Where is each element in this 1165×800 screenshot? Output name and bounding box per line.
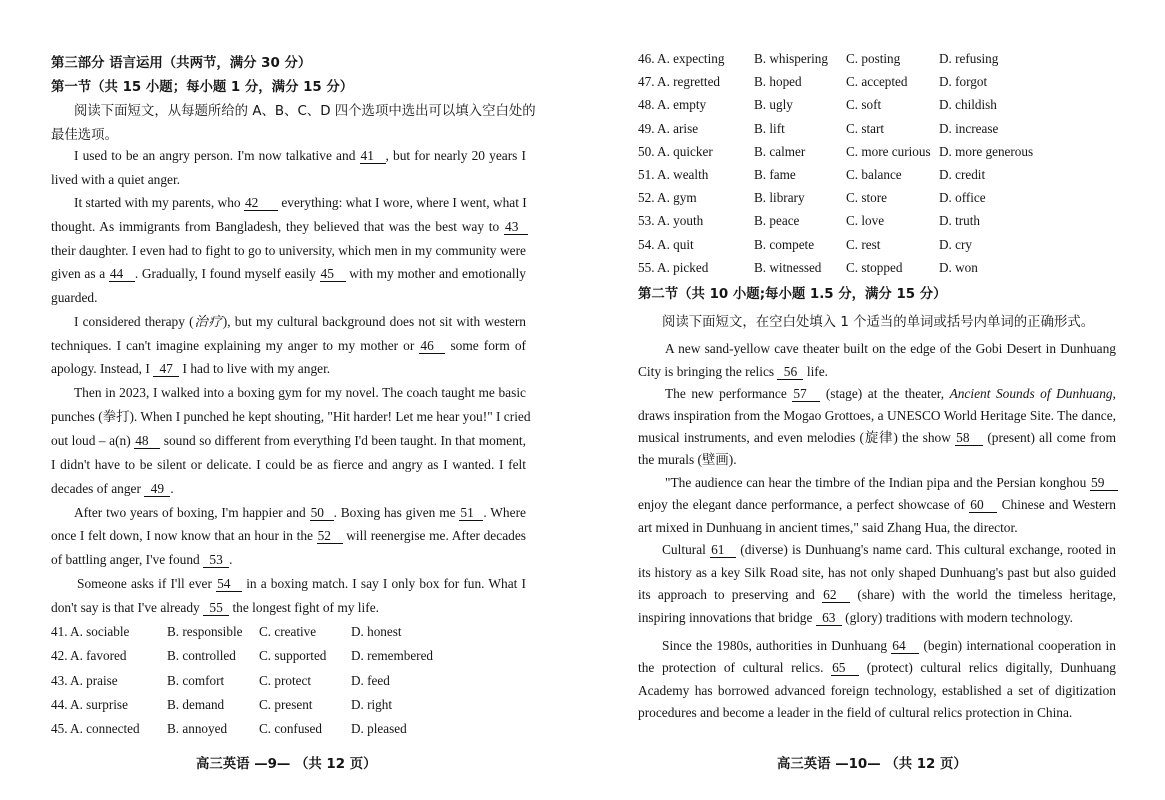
passage2-paragraph3-line2: enjoy the elegant dance performance, a perfect showcase of 60 Chinese and Western	[638, 497, 1116, 512]
option-choice: D. remembered	[351, 648, 434, 664]
option-choice: C. soft	[846, 97, 882, 113]
section1-title: 第一节（共 15 小题；每小题 1 分，满分 15 分）	[51, 80, 354, 95]
passage1-paragraph1-line1: I used to be an angry person. I'm now talkative and 41 , but for nearly 20 years I	[74, 148, 526, 163]
option-choice: B. witnessed	[754, 259, 822, 275]
option-choice: B. controlled	[167, 648, 236, 664]
blank-46: 46	[419, 339, 445, 354]
option-choice: C. more curious	[846, 143, 931, 159]
blank-56: 56	[777, 365, 803, 380]
passage1-paragraph4-line5: decades of anger 49 .	[51, 481, 174, 496]
passage2-paragraph1-line1: A new sand-yellow cave theater built on the edge of the Gobi Desert in Dunhuang	[665, 341, 1116, 356]
option-choice: 41. A. sociable	[51, 624, 130, 639]
passage2-paragraph2-line2: draws inspiration from the Mogao Grottoes, a UNESCO World Heritage Site. The dance,	[638, 408, 1116, 423]
passage2-paragraph2-line4: the murals (壁画).	[638, 452, 737, 467]
option-choice: B. annoyed	[167, 721, 228, 737]
option-choice: B. demand	[167, 696, 225, 712]
option-choice: D. credit	[939, 167, 986, 182]
option-choice: 42. A. favored	[51, 648, 127, 664]
right-page	[582, 0, 1165, 800]
option-choice: C. balance	[846, 167, 902, 182]
passage1-paragraph5-line1: After two years of boxing, I'm happier and 50 . Boxing has given me 51 . Where	[74, 505, 526, 520]
passage2-paragraph3-line3: art mixed in Dunhuang in ancient times," said Zhang Hua, the director.	[638, 520, 1018, 535]
passage1-paragraph1-line2: lived with a quiet anger.	[51, 172, 181, 187]
option-choice: B. comfort	[167, 672, 225, 688]
passage1-paragraph3-line1: I considered therapy (治疗), but my cultural background does not sit with western	[74, 314, 526, 329]
passage1-paragraph2-line4: given as a 44 . Gradually, I found myself easily 45 with my mother and emotionally	[51, 266, 526, 281]
passage2-paragraph2-line1: The new performance 57 (stage) at the theater, Ancient Sounds of Dunhuang,	[665, 386, 1116, 401]
option-choice: 49. A. arise	[638, 120, 699, 136]
option-choice: 55. A. picked	[638, 259, 709, 275]
option-choice: 45. A. connected	[51, 721, 140, 737]
blank-53: 53	[203, 553, 229, 568]
option-choice: C. confused	[259, 721, 322, 737]
option-choice: C. present	[259, 696, 313, 712]
option-choice: D. refusing	[939, 51, 999, 66]
option-choice: C. stopped	[846, 259, 903, 275]
blank-61: 61	[710, 543, 736, 558]
option-choice: D. childish	[939, 97, 997, 113]
blank-47: 47	[153, 362, 179, 377]
option-choice: B. compete	[754, 236, 815, 252]
option-choice: D. increase	[939, 120, 999, 136]
passage2-paragraph3-line1: "The audience can hear the timbre of the Indian pipa and the Persian konghou 59	[665, 475, 1118, 491]
option-choice: B. lift	[754, 120, 785, 136]
page-footer-10: 高三英语 —10— （共 12 页）	[777, 757, 967, 772]
option-choice: C. creative	[259, 624, 317, 639]
option-choice: D. cry	[939, 236, 972, 252]
passage1-paragraph2-line5: guarded.	[51, 290, 98, 305]
option-choice: C. protect	[259, 672, 312, 688]
option-choice: B. responsible	[167, 624, 243, 639]
blank-58: 58	[955, 431, 983, 446]
option-choice: 50. A. quicker	[638, 143, 713, 159]
blank-59: 59	[1090, 476, 1118, 491]
option-choice: B. fame	[754, 167, 796, 182]
option-choice: 43. A. praise	[51, 672, 118, 688]
option-choice: C. posting	[846, 51, 901, 66]
option-choice: D. forgot	[939, 74, 988, 90]
option-choice: B. peace	[754, 213, 800, 229]
option-choice: C. start	[846, 120, 885, 136]
passage1-paragraph4-line2: punches (拳打). When I punched he kept shouting, "Hit harder! Let me hear you!" I cried	[51, 409, 531, 424]
option-choice: 46. A. expecting	[638, 51, 725, 66]
blank-45: 45	[320, 267, 346, 282]
option-choice: C. supported	[259, 648, 327, 664]
blank-51: 51	[459, 506, 483, 521]
blank-43: 43	[504, 220, 528, 235]
passage1-paragraph4-line3: out loud – a(n) 48 sound so different from everything I'd been taught. In that moment,	[51, 433, 526, 448]
blank-48: 48	[134, 434, 160, 449]
option-choice: D. honest	[351, 624, 402, 639]
blank-55: 55	[203, 601, 229, 616]
section2-instructions: 阅读下面短文，在空白处填入 1 个适当的单词或括号内单词的正确形式。	[662, 315, 1095, 330]
blank-50: 50	[310, 506, 334, 521]
blank-41: 41	[360, 149, 386, 164]
option-choice: 54. A. quit	[638, 236, 694, 252]
option-choice: B. whispering	[754, 51, 828, 66]
passage1-paragraph3-line3: apology. Instead, I 47 I had to live with my anger.	[51, 361, 331, 376]
passage1-paragraph2-line3: their daughter. I even had to fight to go to university, which men in my community were	[51, 243, 526, 258]
passage2-paragraph5-line3: Academy has borrowed advanced foreign technology, established a set of digitization	[638, 683, 1116, 698]
option-choice: D. pleased	[351, 721, 407, 737]
passage1-paragraph2-line1: It started with my parents, who 42 everything: what I wore, where I went, what I	[74, 195, 527, 210]
option-choice: D. won	[939, 259, 978, 275]
option-choice: 52. A. gym	[638, 190, 697, 206]
passage1-paragraph5-line3: of battling anger, I've found 53 .	[51, 552, 233, 567]
option-choice: 53. A. youth	[638, 213, 704, 229]
passage2-paragraph4-line2: its history as a key Silk Road site, has not only shaped Dunhuang's past but also guided	[638, 565, 1116, 580]
passage2-paragraph4-line3: its approach to preserving and 62 (share) with the world the timeless heritage,	[638, 587, 1116, 602]
blank-49: 49	[144, 482, 170, 497]
option-choice: D. feed	[351, 672, 390, 688]
passage1-paragraph6-line2: don't say is that I've already 55 the longest fight of my life.	[51, 600, 379, 615]
blank-52: 52	[317, 529, 343, 544]
passage2-paragraph5-line1: Since the 1980s, authorities in Dunhuang 64 (begin) international cooperation in	[662, 638, 1116, 653]
passage2-paragraph4-line1: Cultural 61 (diverse) is Dunhuang's name card. This cultural exchange, rooted in	[662, 542, 1116, 557]
option-choice: D. more generous	[939, 143, 1034, 159]
part-title: 第三部分 语言运用（共两节，满分 30 分）	[51, 56, 312, 71]
passage2-paragraph4-line4: inspiring innovations that bridge 63 (glory) traditions with modern technology.	[638, 610, 1073, 625]
option-choice: D. right	[351, 696, 393, 712]
passage1-paragraph5-line2: once I felt down, I now know that an hour in the 52 will reenergise me. After decades	[51, 528, 526, 543]
passage2-paragraph5-line4: procedures and become a leader in the field of cultural relics protection in China.	[638, 705, 1073, 720]
option-choice: C. store	[846, 190, 888, 206]
option-choice: B. library	[754, 190, 805, 206]
blank-65: 65	[831, 661, 859, 676]
page-footer-9: 高三英语 —9— （共 12 页）	[196, 757, 377, 772]
passage2-paragraph1-line2: City is bringing the relics 56 life.	[638, 364, 829, 379]
passage2-paragraph5-line2: the protection of cultural relics. 65 (protect) cultural relics digitally, Dunhuang	[638, 660, 1116, 675]
option-choice: 44. A. surprise	[51, 696, 128, 712]
option-choice: B. hoped	[754, 74, 802, 90]
option-choice: D. office	[939, 190, 986, 206]
section1-instructions-line2: 最佳选项。	[51, 128, 118, 143]
blank-44: 44	[109, 267, 135, 282]
passage1-paragraph6-line1: Someone asks if I'll ever 54 in a boxing match. I say I only box for fun. What I	[77, 576, 526, 591]
section1-instructions-line1: 阅读下面短文，从每题所给的 A、B、C、D 四个选项中选出可以填入空白处的	[74, 104, 536, 119]
blank-42: 42	[244, 196, 278, 211]
passage1-paragraph4-line1: Then in 2023, I walked into a boxing gym for my novel. The coach taught me basic	[74, 385, 526, 400]
passage2-paragraph2-line3: musical instruments, and even melodies (旋律) the show 58 (present) all come from	[638, 430, 1116, 445]
option-choice: B. calmer	[754, 143, 806, 159]
option-choice: 51. A. wealth	[638, 167, 709, 182]
passage1-paragraph2-line2: thought. As immigrants from Bangladesh, they believed that was the best way to 43	[51, 219, 528, 235]
blank-57: 57	[792, 387, 820, 402]
blank-60: 60	[969, 498, 997, 513]
option-choice: B. ugly	[754, 97, 793, 113]
left-page	[0, 0, 582, 800]
passage1-paragraph4-line4: I didn't have to be silent or delicate. I could be as fierce and angry as I wanted. I felt	[51, 457, 526, 472]
option-choice: 48. A. empty	[638, 97, 707, 113]
blank-62: 62	[822, 588, 850, 603]
option-choice: C. love	[846, 213, 885, 229]
blank-54: 54	[216, 577, 242, 592]
option-choice: C. rest	[846, 236, 881, 252]
section2-title: 第二节（共 10 小题;每小题 1.5 分，满分 15 分）	[638, 287, 947, 302]
option-choice: C. accepted	[846, 74, 908, 90]
option-choice: D. truth	[939, 213, 981, 229]
blank-63: 63	[816, 611, 842, 626]
option-choice: 47. A. regretted	[638, 74, 721, 90]
passage1-paragraph3-line2: techniques. I can't imagine explaining my anger to my mother or 46 some form of	[51, 338, 526, 353]
blank-64: 64	[891, 639, 919, 654]
